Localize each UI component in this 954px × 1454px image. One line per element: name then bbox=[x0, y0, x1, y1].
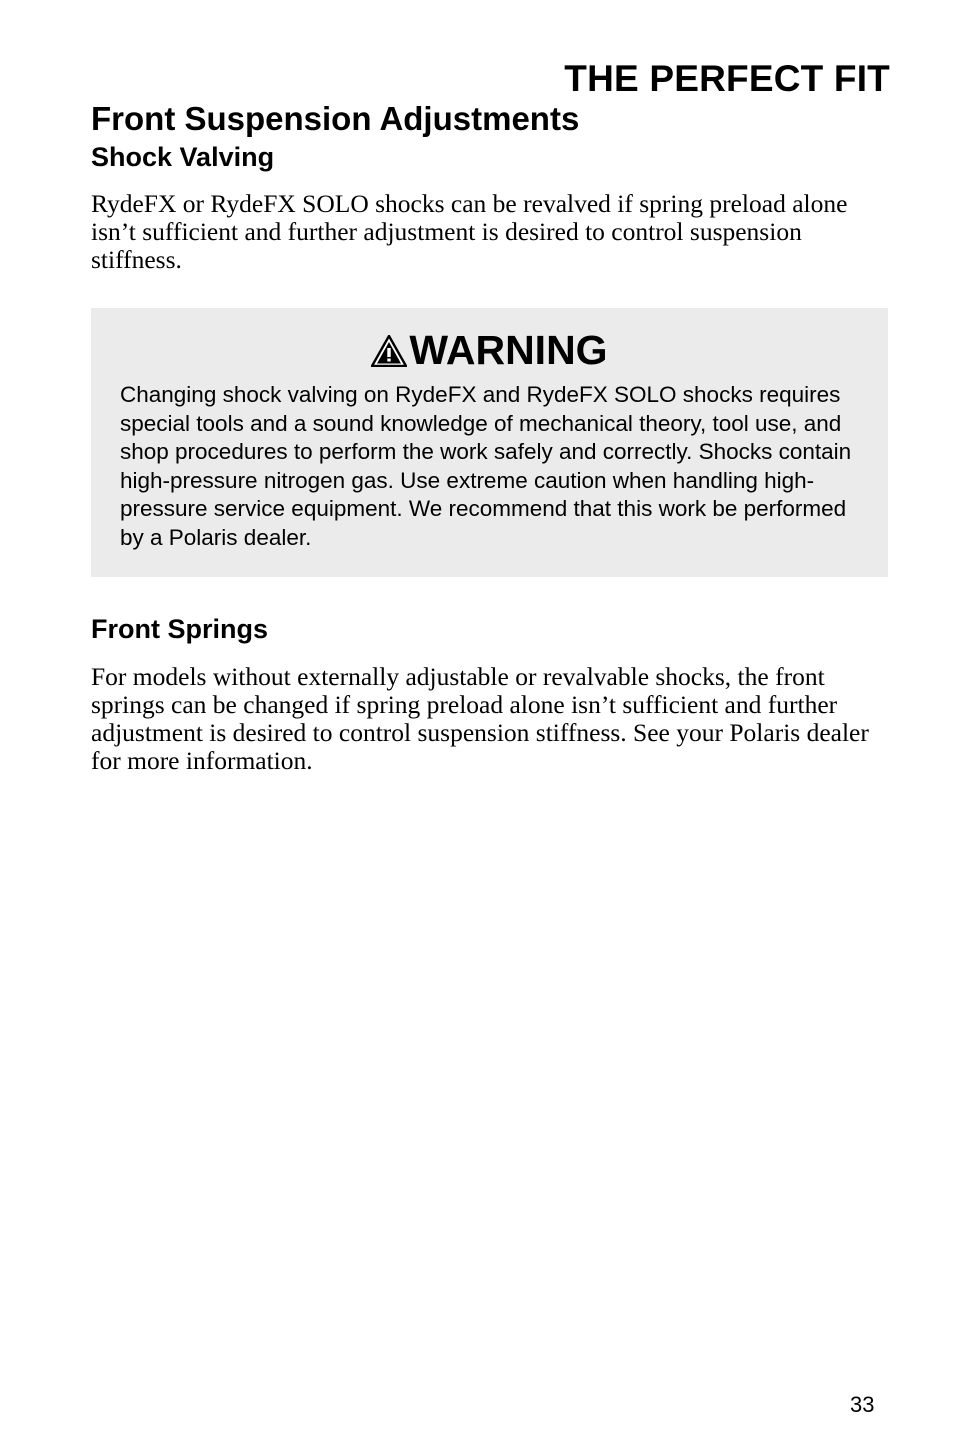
front-springs-heading: Front Springs bbox=[91, 614, 268, 644]
warning-box bbox=[91, 308, 888, 577]
shock-valving-heading: Shock Valving bbox=[91, 142, 275, 172]
warning-title-text: WARNING bbox=[409, 327, 608, 373]
section-title: Front Suspension Adjustments bbox=[91, 100, 580, 137]
front-springs-paragraph: For models without externally adjustable or revalvable shocks, the front springs can be changed if spring preload alone isn’t sufficient and further adjustment is desired to control suspension stiffness. See your Polaris dealer for more information. bbox=[91, 662, 869, 775]
chapter-title: THE PERFECT FIT bbox=[564, 58, 890, 99]
warning-triangle-icon bbox=[371, 331, 407, 363]
shock-valving-paragraph: RydeFX or RydeFX SOLO shocks can be revalved if spring preload alone isn’t sufficient and further adjustment is desired to control suspension stiffness. bbox=[91, 189, 848, 274]
page-number: 33 bbox=[850, 1392, 875, 1417]
warning-heading bbox=[91, 328, 888, 372]
warning-paragraph: Changing shock valving on RydeFX and RydeFX SOLO shocks requires special tools and a sound knowledge of mechanical theory, tool use, and shop procedures to perform the work safely and correctly. Shocks contain high-pressure nitrogen gas. Use extreme caution when handling high-pressure service equipment. We recommend that this work be performed by a Polaris dealer. bbox=[120, 382, 852, 550]
